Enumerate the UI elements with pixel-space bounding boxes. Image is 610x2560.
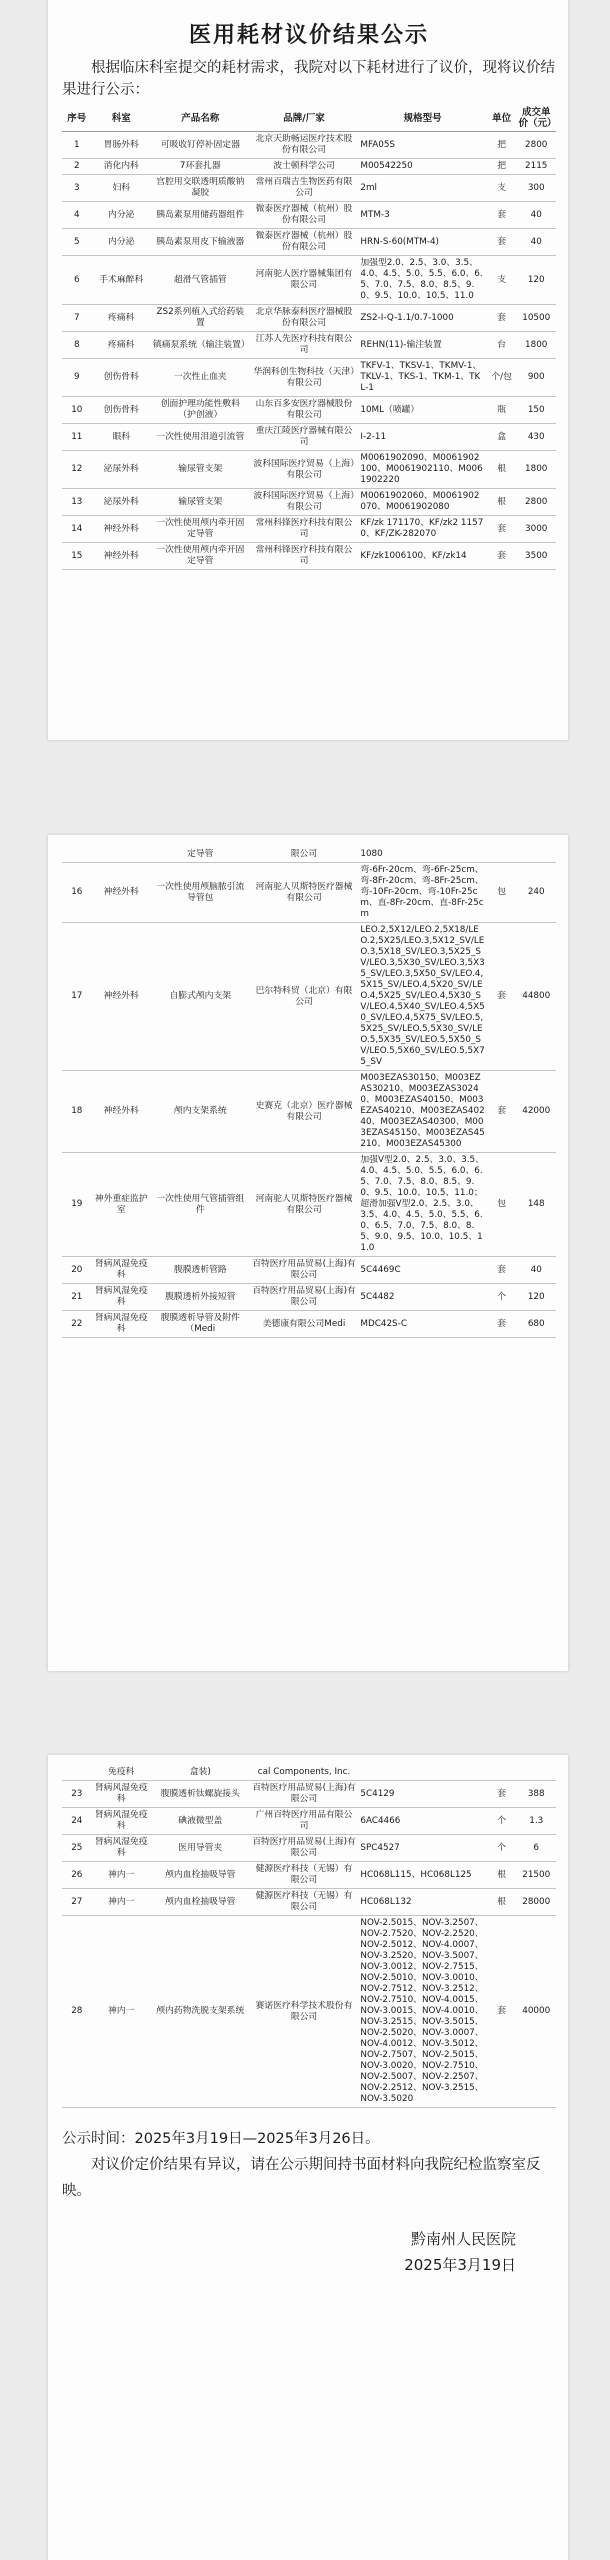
cell-spec: HC068L132 [358,1889,486,1916]
cell-dept: 消化内科 [92,159,151,175]
cell-product: 一次性止血夹 [151,359,250,397]
cell-price: 40 [516,229,556,256]
cell-product: 7环套扎器 [151,159,250,175]
cell-unit: 套 [487,1916,517,2108]
cell-brand: 常州百瑞吉生物医药有限公司 [250,175,359,202]
cell-dept: 肾病风湿免疫科 [92,1284,151,1311]
table-header-row [62,105,556,132]
cell-product: 腹膜透析钛螺旋接头 [151,1781,250,1808]
cell-brand: 史赛克（北京）医疗器械有限公司 [250,1071,359,1153]
cell-spec: LEO.2,5X12/LEO.2,5X18/LEO.2,5X25/LEO.3,5X12_SV/LEO.3,5X18_SV/LEO.3,5X25_SV/LEO.3,5X30_SV/LEO.3,5X35_SV/LEO.3,5X50_SV/LEO.4,5X15_SV/LEO.4,5X20_SV/LEO.4,5X25_SV/LEO.4,5X30_SV/LEO.4,5X40_SV/LEO.4,5X50_SV/LEO.4,5X75_SV/LEO.5,5X25_SV/LEO.5,5X30_SV/LEO.5,5X35_SV/LEO.5,5X50_SV/LEO.5,5X60_SV/LEO.5,5X75_SV [358,923,486,1071]
cell-brand: 百特医疗用品贸易(上海)有限公司 [250,1257,359,1284]
cell-brand: 美德康有限公司Medi [250,1311,359,1338]
cell-dept: 内分泌 [92,202,151,229]
cell-brand: 波士顿科学公司 [250,159,359,175]
table-row [62,543,556,570]
cell-unit: 支 [487,175,517,202]
cell-index: 12 [62,451,92,489]
cell-product: 腹膜透析导管及附件（Medi [151,1311,250,1338]
cell-price: 430 [516,424,556,451]
cell-price: 28000 [516,1889,556,1916]
cell-dept: 内分泌 [92,229,151,256]
cell-index: 21 [62,1284,92,1311]
cell-brand: 河南驼人贝斯特医疗器械有限公司 [250,863,359,923]
cell-dept: 泌尿外科 [92,489,151,516]
cell-product: 输尿管支架 [151,489,250,516]
cell-price: 40000 [516,1916,556,2108]
cell-index: 10 [62,397,92,424]
cell-price: 148 [516,1153,556,1257]
cell-spec: HRN-S-60(MTM-4) [358,229,486,256]
cell-dept: 疼痛科 [92,332,151,359]
cell-dept [92,847,151,863]
cell-spec: NOV-2.5015、NOV-3.2507、NOV-2.7520、NOV-2.2520、NOV-2.5012、NOV-4.0007、NOV-3.2520、NOV-3.5007、NOV-3.0012、NOV-2.7515、NOV-2.5010、NOV-3.0010、NOV-2.7512、NOV-3.2512、NOV-2.7510、NOV-4.0015、NOV-3.0015、NOV-4.0010、NOV-3.2515、NOV-3.5015、NOV-2.5020、NOV-3.0007、NOV-4.0012、NOV-3.5012、NOV-2.7507、NOV-2.5015、NOV-3.0020、NOV-2.7510、NOV-2.5007、NOV-2.2507、NOV-2.2512、NOV-3.2515、NOV-3.5020 [358,1916,486,2108]
cell-spec: 10ML（喷罐） [358,397,486,424]
cell-index: 28 [62,1916,92,2108]
cell-spec: I-2-11 [358,424,486,451]
table-row [62,1781,556,1808]
cell-brand: 健源医疗科技（无锡）有限公司 [250,1889,359,1916]
cell-spec: KF/zk1006100、KF/zk14 [358,543,486,570]
header-dept: 科室 [92,105,151,132]
cell-price: 3000 [516,516,556,543]
table-body-1 [62,132,556,570]
cell-product: 腹膜透析外接短管 [151,1284,250,1311]
cell-product: 医用导管夹 [151,1835,250,1862]
cell-price: 42000 [516,1071,556,1153]
cell-brand: 百特医疗用品贸易(上海)有限公司 [250,1781,359,1808]
cell-spec: M0061902090、M0061902100、M0061902110、M0061902220 [358,451,486,489]
cell-product: 颅内血栓抽吸导管 [151,1862,250,1889]
cell-unit: 台 [487,332,517,359]
cell-spec: REHN(11)-输注装置 [358,332,486,359]
cell-product: 一次性使用颅内牵开固定导管 [151,543,250,570]
cell-index: 1 [62,132,92,159]
cell-price: 900 [516,359,556,397]
cell-unit: 套 [487,305,517,332]
cell-product: 碘液微型盖 [151,1808,250,1835]
cell-unit: 个 [487,1808,517,1835]
table-row [62,516,556,543]
cell-unit: 套 [487,923,517,1071]
cell-unit: 包 [487,1153,517,1257]
cell-unit: 根 [487,489,517,516]
cell-price: 680 [516,1311,556,1338]
cell-unit: 套 [487,516,517,543]
cell-price: 1800 [516,451,556,489]
price-table-part-1 [62,105,556,570]
document-page-2 [48,835,568,1671]
cell-brand: 百特医疗用品贸易(上海)有限公司 [250,1284,359,1311]
cell-index: 14 [62,516,92,543]
table-row [62,175,556,202]
cell-spec: 1080 [358,847,486,863]
cell-unit: 套 [487,1311,517,1338]
header-product: 产品名称 [151,105,250,132]
cell-spec: ZS2-I-Q-1.1/0.7-1000 [358,305,486,332]
cell-unit: 根 [487,1889,517,1916]
cell-dept: 眼科 [92,424,151,451]
cell-price: 240 [516,863,556,923]
table-row [62,847,556,863]
cell-brand: 微泰医疗器械（杭州）股份有限公司 [250,202,359,229]
cell-price: 40 [516,202,556,229]
cell-brand: 健源医疗科技（无锡）有限公司 [250,1862,359,1889]
cell-dept: 神内一 [92,1889,151,1916]
cell-unit: 瓶 [487,397,517,424]
cell-spec: 弯-6Fr-20cm、弯-6Fr-25cm、弯-8Fr-20cm、弯-8Fr-25cm、弯-10Fr-20cm、弯-10Fr-25cm、直-8Fr-20cm、直-8Fr-25cm [358,863,486,923]
table-row [62,397,556,424]
cell-unit: 个 [487,1284,517,1311]
cell-index: 20 [62,1257,92,1284]
cell-price: 120 [516,256,556,305]
cell-unit: 个 [487,1835,517,1862]
hospital-name: 黔南州人民医院 [410,2230,516,2248]
cell-spec: MTM-3 [358,202,486,229]
table-row [62,863,556,923]
cell-index: 22 [62,1311,92,1338]
table-row [62,1311,556,1338]
cell-unit: 套 [487,202,517,229]
cell-price [516,1765,556,1781]
table-row [62,1916,556,2108]
cell-brand: 常州科锋医疗科技有限公司 [250,516,359,543]
notice-period: 公示时间：2025年3月19日—2025年3月26日。 [62,2131,380,2147]
table-row [62,1765,556,1781]
cell-brand: 限公司 [250,847,359,863]
document-title: 医用耗材议价结果公示 [188,23,429,48]
cell-product: 镇痛泵系统（输注装置） [151,332,250,359]
cell-index: 13 [62,489,92,516]
cell-index: 9 [62,359,92,397]
cell-dept: 妇科 [92,175,151,202]
cell-dept: 神经外科 [92,863,151,923]
cell-product: 定导管 [151,847,250,863]
table-row [62,1862,556,1889]
cell-brand: 北京天助畅运医疗技术股份有限公司 [250,132,359,159]
cell-product: 一次性使用颅内牵开固定导管 [151,516,250,543]
cell-index: 17 [62,923,92,1071]
cell-unit: 套 [487,229,517,256]
cell-dept: 免疫科 [92,1765,151,1781]
cell-dept: 创伤骨科 [92,397,151,424]
cell-unit: 根 [487,451,517,489]
cell-spec: 2ml [358,175,486,202]
cell-index: 15 [62,543,92,570]
cell-unit: 包 [487,863,517,923]
cell-product: 颅内支架系统 [151,1071,250,1153]
table-row [62,229,556,256]
table-body-3 [62,1765,556,2108]
cell-dept: 肾病风湿免疫科 [92,1257,151,1284]
cell-unit: 套 [487,1781,517,1808]
cell-spec: KF/zk 171170、KF/zk2 11570、KF/ZK-282070 [358,516,486,543]
cell-unit [487,1765,517,1781]
cell-index [62,1765,92,1781]
cell-index: 2 [62,159,92,175]
cell-spec: 加强V型2.0、2.5、3.0、3.5、4.0、4.5、5.0、5.5、6.0、6.5、7.0、7.5、8.0、8.5、9.0、9.5、10.0、10.5、11.0；超滑加强V型2.0、2.5、3.0、3.5、4.0、4.5、5.0、5.5、6.0、6.5、7.0、7.5、8.0、8.5、9.0、9.5、10.0、10.5、11.0 [358,1153,486,1257]
notice-footer [62,2126,556,2204]
cell-price: 1800 [516,332,556,359]
notice-date: 2025年3月19日 [404,2256,516,2274]
cell-spec: 5C4469C [358,1257,486,1284]
table-row [62,1889,556,1916]
cell-brand: 常州科锋医疗科技有限公司 [250,543,359,570]
cell-spec: M00542250 [358,159,486,175]
header-unit: 单位 [487,105,517,132]
cell-price: 2800 [516,489,556,516]
cell-brand: 华润科创生物科技（天津）有限公司 [250,359,359,397]
cell-price: 1.3 [516,1808,556,1835]
cell-spec: 5C4482 [358,1284,486,1311]
cell-dept: 神内一 [92,1862,151,1889]
cell-index: 25 [62,1835,92,1862]
cell-brand: 赛诺医疗科学技术股份有限公司 [250,1916,359,2108]
cell-brand: 巴尔特科贸（北京）有限公司 [250,923,359,1071]
table-row [62,424,556,451]
cell-index: 4 [62,202,92,229]
cell-product: 胰岛素泵用储药器组件 [151,202,250,229]
cell-index: 6 [62,256,92,305]
cell-dept: 神经外科 [92,516,151,543]
cell-unit: 把 [487,132,517,159]
table-row [62,489,556,516]
table-row [62,1153,556,1257]
cell-price: 21500 [516,1862,556,1889]
cell-spec: 5C4129 [358,1781,486,1808]
cell-unit: 支 [487,256,517,305]
cell-index: 24 [62,1808,92,1835]
document-intro: 根据临床科室提交的耗材需求，我院对以下耗材进行了议价，现将议价结果进行公示： [62,60,555,98]
cell-brand: 波科国际医疗贸易（上海）有限公司 [250,489,359,516]
cell-dept: 肾病风湿免疫科 [92,1311,151,1338]
cell-unit: 套 [487,543,517,570]
cell-unit: 盒 [487,424,517,451]
cell-brand: 微泰医疗器械（杭州）股份有限公司 [250,229,359,256]
cell-spec: TKFV-1、TKSV-1、TKMV-1、TKLV-1、TKS-1、TKM-1、TKL-1 [358,359,486,397]
cell-unit [487,847,517,863]
header-spec: 规格型号 [358,105,486,132]
table-row [62,305,556,332]
cell-index: 27 [62,1889,92,1916]
price-table-part-3 [62,1765,556,2108]
signature-block [62,2226,556,2278]
cell-unit: 套 [487,1071,517,1153]
cell-spec: M003EZAS30150、M003EZAS30210、M003EZAS30240、M003EZAS40150、M003EZAS40210、M003EZAS40240、M003EZAS40300、M003EZAS45150、M003EZAS45210、M003EZAS45300 [358,1071,486,1153]
table-row [62,1835,556,1862]
cell-product: ZS2系列植入式给药装置 [151,305,250,332]
table-row [62,1071,556,1153]
cell-unit: 根 [487,1862,517,1889]
cell-price [516,847,556,863]
cell-price: 40 [516,1257,556,1284]
price-table-part-2 [62,847,556,1338]
cell-product: 一次性使用颅脑脓引流导管包 [151,863,250,923]
cell-brand: 北京华脉泰科医疗器械股份有限公司 [250,305,359,332]
table-row [62,1284,556,1311]
cell-index [62,847,92,863]
cell-unit: 个/包 [487,359,517,397]
cell-dept: 泌尿外科 [92,451,151,489]
cell-product: 一次性使用气管插管组件 [151,1153,250,1257]
cell-dept: 疼痛科 [92,305,151,332]
cell-price: 6 [516,1835,556,1862]
cell-price: 3500 [516,543,556,570]
notice-objection: 对议价定价结果有异议，请在公示期间持书面材料向我院纪检监察室反映。 [62,2157,541,2199]
table-row [62,359,556,397]
cell-index: 26 [62,1862,92,1889]
cell-dept: 创伤骨科 [92,359,151,397]
table-body-2 [62,847,556,1338]
cell-product: 创面护理功能性敷料（护创液） [151,397,250,424]
document-page-3 [48,1755,568,2560]
cell-index: 3 [62,175,92,202]
cell-dept: 肾病风湿免疫科 [92,1781,151,1808]
cell-product: 盒装) [151,1765,250,1781]
cell-dept: 神经外科 [92,543,151,570]
cell-dept: 肾病风湿免疫科 [92,1808,151,1835]
cell-price: 10500 [516,305,556,332]
cell-brand: 河南驼人医疗器械集团有限公司 [250,256,359,305]
cell-brand: 山东百多安医疗器械股份有限公司 [250,397,359,424]
table-row [62,451,556,489]
document-page-1 [48,0,568,740]
cell-index: 5 [62,229,92,256]
cell-product: 腹膜透析管路 [151,1257,250,1284]
cell-price: 388 [516,1781,556,1808]
cell-dept: 神内一 [92,1916,151,2108]
cell-product: 自膨式颅内支架 [151,923,250,1071]
cell-index: 16 [62,863,92,923]
cell-dept: 神外重症监护室 [92,1153,151,1257]
cell-unit: 套 [487,1257,517,1284]
cell-brand: 广州百特医疗用品有限公司 [250,1808,359,1835]
table-row [62,256,556,305]
cell-product: 胰岛素泵用皮下输液器 [151,229,250,256]
table-row [62,923,556,1071]
cell-dept: 手术麻醉科 [92,256,151,305]
cell-spec: MFA05S [358,132,486,159]
cell-price: 300 [516,175,556,202]
cell-dept: 肾病风湿免疫科 [92,1835,151,1862]
header-index: 序号 [62,105,92,132]
cell-brand: 江苏人先医疗科技有限公司 [250,332,359,359]
cell-index: 23 [62,1781,92,1808]
table-row [62,1808,556,1835]
cell-price: 150 [516,397,556,424]
cell-dept: 胃肠外科 [92,132,151,159]
cell-index: 11 [62,424,92,451]
cell-product: 输尿管支架 [151,451,250,489]
header-brand: 品牌/厂家 [250,105,359,132]
cell-product: 颅内血栓抽吸导管 [151,1889,250,1916]
cell-spec: SPC4527 [358,1835,486,1862]
table-row [62,1257,556,1284]
cell-spec [358,1765,486,1781]
cell-index: 8 [62,332,92,359]
table-row [62,159,556,175]
table-row [62,332,556,359]
cell-index: 19 [62,1153,92,1257]
cell-product: 宫腔用交联透明质酸钠凝胶 [151,175,250,202]
cell-brand: 河南驼人贝斯特医疗器械有限公司 [250,1153,359,1257]
cell-product: 超滑气管插管 [151,256,250,305]
cell-price: 120 [516,1284,556,1311]
cell-product: 一次性使用泪道引流管 [151,424,250,451]
cell-spec: MDC42S-C [358,1311,486,1338]
cell-index: 18 [62,1071,92,1153]
cell-spec: 6AC4466 [358,1808,486,1835]
table-row [62,132,556,159]
cell-dept: 神经外科 [92,1071,151,1153]
cell-price: 2800 [516,132,556,159]
header-price: 成交单价（元） [516,105,556,132]
cell-index: 7 [62,305,92,332]
cell-brand: 波科国际医疗贸易（上海）有限公司 [250,451,359,489]
cell-product: 颅内药物洗脱支架系统 [151,1916,250,2108]
cell-spec: 加强型2.0、2.5、3.0、3.5、4.0、4.5、5.0、5.5、6.0、6.5、7.0、7.5、8.0、8.5、9.0、9.5、10.0、10.5、11.0 [358,256,486,305]
cell-price: 44800 [516,923,556,1071]
cell-brand: cal Components, Inc. [250,1765,359,1781]
cell-dept: 神经外科 [92,923,151,1071]
cell-spec: HC068L115、HC068L125 [358,1862,486,1889]
cell-spec: M0061902060、M0061902070、M0061902080 [358,489,486,516]
cell-product: 可吸收钉停补固定器 [151,132,250,159]
cell-brand: 百特医疗用品贸易(上海)有限公司 [250,1835,359,1862]
cell-price: 2115 [516,159,556,175]
table-row [62,202,556,229]
cell-brand: 重庆江陵医疗器械有限公司 [250,424,359,451]
cell-unit: 把 [487,159,517,175]
